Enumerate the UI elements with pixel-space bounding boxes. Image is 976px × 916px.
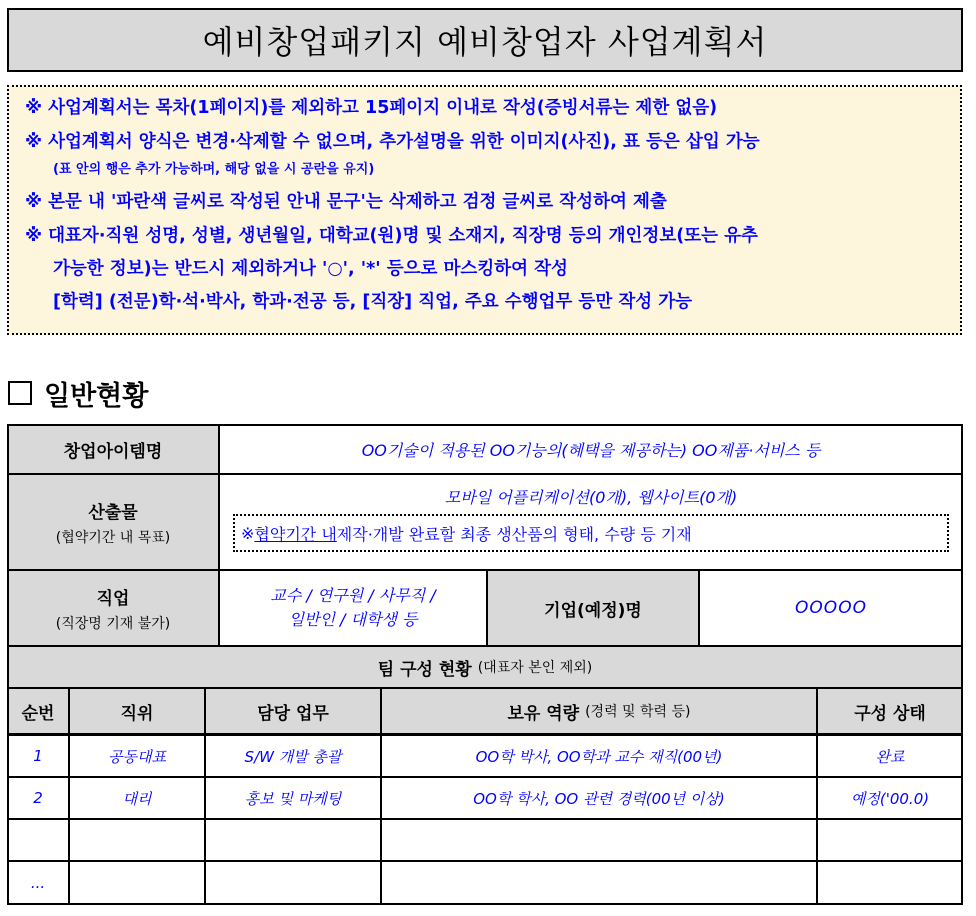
output-value: 모바일 어플리케이션(0개), 웹사이트(0개) bbox=[444, 488, 738, 507]
notice-line-3: (표 안의 행은 추가 가능하며, 해당 없을 시 공란을 유지) bbox=[53, 162, 375, 177]
output-note-box bbox=[233, 514, 949, 552]
table-row-2-capability: OO학 학사, OO 관련 경력(00년 이상) bbox=[381, 777, 817, 819]
job-label-cell bbox=[7, 570, 219, 646]
output-note-prefix: ※ bbox=[241, 523, 255, 543]
table-row-1-no: 1 bbox=[7, 735, 69, 777]
table-row-4-duty bbox=[205, 861, 381, 905]
output-sublabel: (협약기간 내 목표) bbox=[55, 529, 171, 546]
job-sublabel: (직장명 기재 불가) bbox=[55, 615, 171, 632]
notice-line-7: [학력] (전문)학·석·박사, 학과·전공 등, [직장] 직업, 주요 수행업무 등만 작성 가능 bbox=[53, 292, 693, 312]
table-row-1-duty: S/W 개발 총괄 bbox=[205, 735, 381, 777]
table-row-3-status bbox=[817, 819, 963, 861]
table-row-4-no: ... bbox=[7, 861, 69, 905]
table-row-3-capability bbox=[381, 819, 817, 861]
output-note-underlined: 협약기간 내 bbox=[254, 524, 337, 544]
job-value-line2: 일반인 / 대학생 등 bbox=[288, 610, 418, 629]
table-row-3-position bbox=[69, 819, 205, 861]
section-title: 일반현황 bbox=[44, 380, 149, 412]
table-row-2-no: 2 bbox=[7, 777, 69, 819]
item-name-value: OO기술이 적용된 OO기능의(혜택을 제공하는) OO제품·서비스 등 bbox=[219, 424, 963, 474]
job-value-cell bbox=[219, 570, 487, 646]
output-note-rest: 제작·개발 완료할 최종 생산품의 형태, 수량 등 기재 bbox=[336, 524, 692, 544]
notice-line-6: 가능한 정보)는 반드시 제외하거나 '○', '*' 등으로 마스킹하여 작성 bbox=[53, 259, 568, 279]
table-row-4-status bbox=[817, 861, 963, 905]
team-header-no: 순번 bbox=[7, 688, 69, 734]
table-row-1-position: 공동대표 bbox=[69, 735, 205, 777]
team-header-duty: 담당 업무 bbox=[205, 688, 381, 734]
team-header-status: 구성 상태 bbox=[817, 688, 963, 734]
table-row-2-status: 예정('00.0) bbox=[817, 777, 963, 819]
table-row-3-no bbox=[7, 819, 69, 861]
notice-line-1: ※ 사업계획서는 목차(1페이지)를 제외하고 15페이지 이내로 작성(증빙서류는 제한 없음) bbox=[25, 98, 718, 118]
team-title: 팀 구성 현황 bbox=[377, 659, 472, 680]
table-row-4-position bbox=[69, 861, 205, 905]
team-header-position: 직위 bbox=[69, 688, 205, 734]
job-value-line1: 교수 / 연구원 / 사무직 / bbox=[270, 586, 436, 605]
section-heading bbox=[8, 373, 148, 413]
output-label: 산출물 bbox=[88, 502, 138, 523]
table-row-4-capability bbox=[381, 861, 817, 905]
checkbox-square-icon bbox=[8, 381, 32, 405]
notice-line-5: ※ 대표자·직원 성명, 성별, 생년월일, 대학교(원)명 및 소재지, 직장명 등의 개인정보(또는 유추 bbox=[25, 226, 758, 246]
table-row-2-duty: 홍보 및 마케팅 bbox=[205, 777, 381, 819]
output-label-cell bbox=[7, 474, 219, 570]
team-header-capability-cell bbox=[381, 688, 817, 734]
document-title: 예비창업패키지 예비창업자 사업계획서 bbox=[7, 8, 963, 72]
item-name-label: 창업아이템명 bbox=[7, 424, 219, 474]
company-label: 기업(예정)명 bbox=[487, 570, 699, 646]
table-row-3-duty bbox=[205, 819, 381, 861]
table-row-1-status: 완료 bbox=[817, 735, 963, 777]
team-title-note: (대표자 본인 제외) bbox=[477, 660, 593, 676]
table-row-2-position: 대리 bbox=[69, 777, 205, 819]
job-label: 직업 bbox=[96, 588, 130, 609]
team-header-capability: 보유 역량 bbox=[507, 703, 580, 724]
team-title-cell bbox=[7, 646, 963, 688]
table-row-1-capability: OO학 박사, OO학과 교수 재직(00년) bbox=[381, 735, 817, 777]
notice-line-2: ※ 사업계획서 양식은 변경·삭제할 수 없으며, 추가설명을 위한 이미지(사진), 표 등은 삽입 가능 bbox=[25, 132, 760, 152]
notice-box bbox=[7, 85, 962, 335]
team-header-capability-note: (경력 및 학력 등) bbox=[585, 704, 691, 720]
notice-line-4: ※ 본문 내 '파란색 글씨로 작성된 안내 문구'는 삭제하고 검정 글씨로 작성하여 제출 bbox=[25, 192, 667, 212]
output-value-cell bbox=[219, 474, 963, 570]
company-value: OOOOO bbox=[699, 570, 963, 646]
